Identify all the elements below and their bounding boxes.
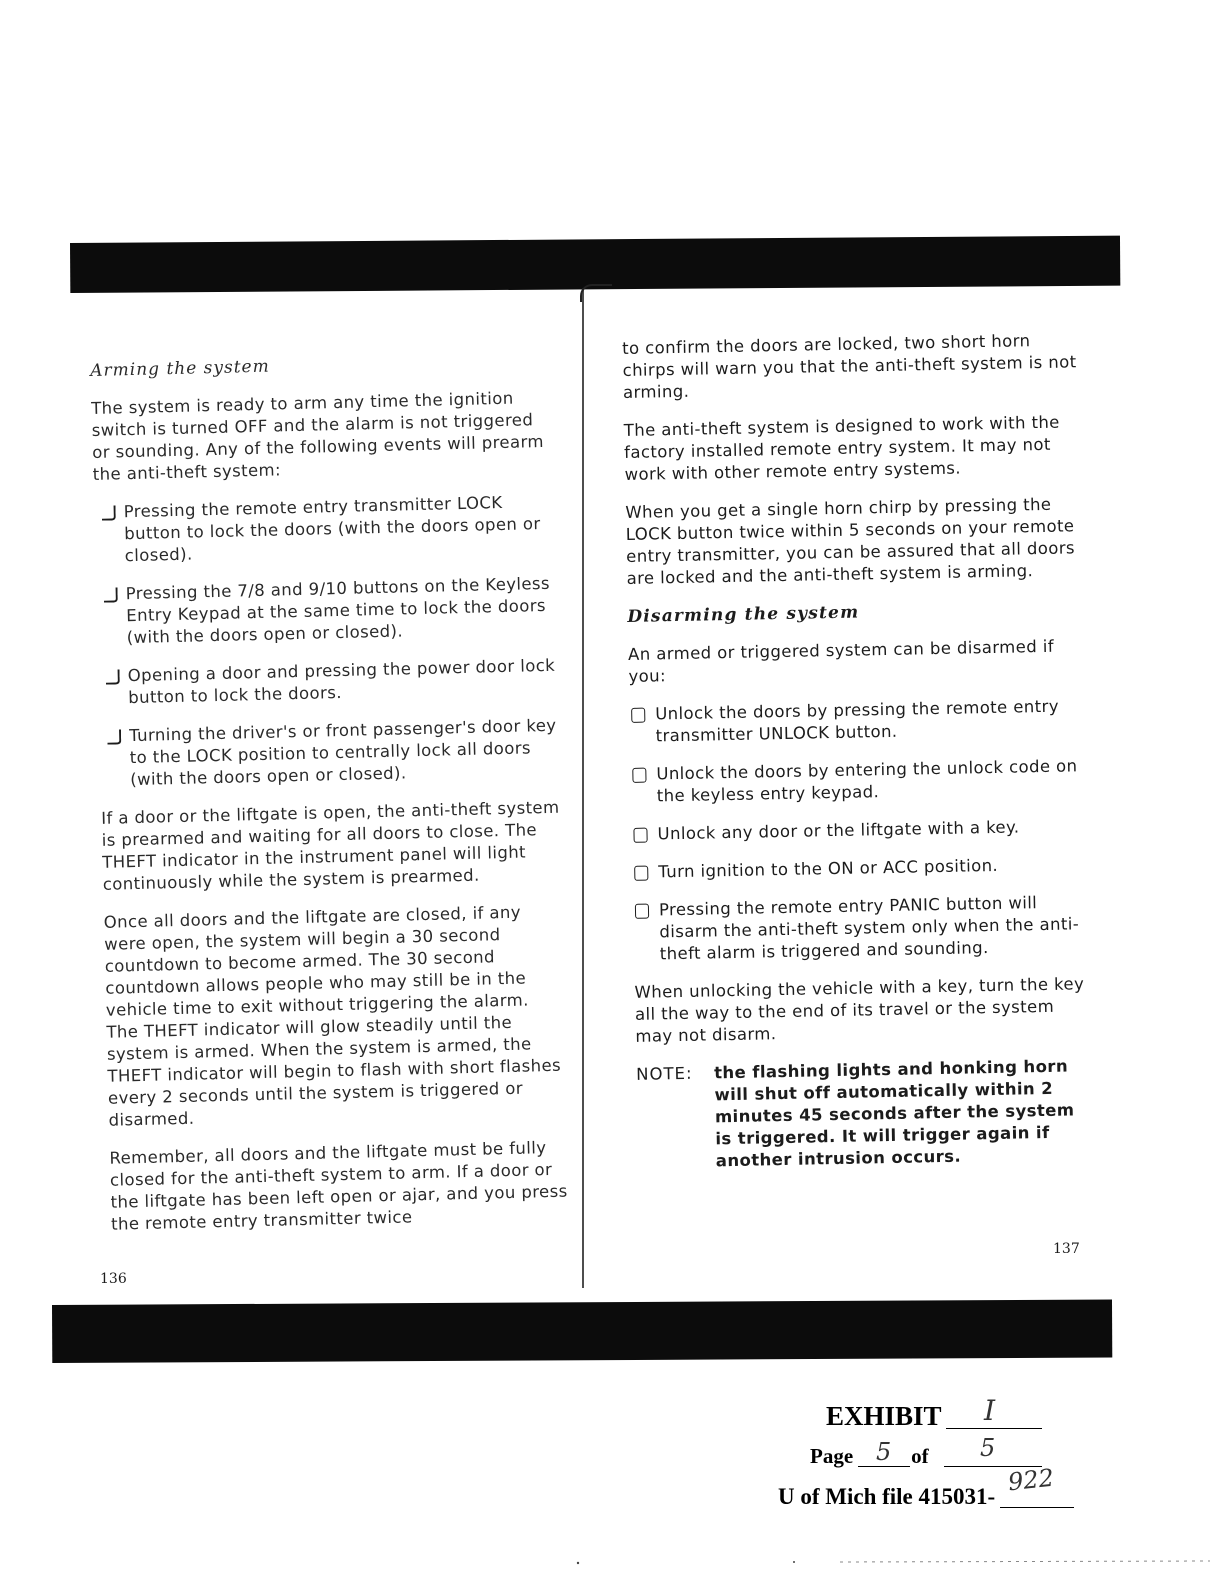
note-label: NOTE: bbox=[635, 1063, 693, 1084]
exhibit-title: EXHIBIT bbox=[826, 1401, 942, 1431]
disarm-list bbox=[629, 695, 1089, 966]
list-item: Unlock the doors by pressing the remote entry transmitter UNLOCK button. bbox=[629, 695, 1085, 748]
list-item: Turn ignition to the ON or ACC position. bbox=[632, 853, 1087, 884]
list-item: Pressing the remote entry PANIC button will disarm the anti-theft system only when the anti-theft alarm is triggered and sounding. bbox=[633, 891, 1089, 966]
list-item: Pressing the 7/8 and 9/10 buttons on the Keyless Entry Keypad at the same time to lock the doors (with the doors open or closed). bbox=[95, 573, 556, 650]
list-item: Opening a door and pressing the power door lock button to lock the doors. bbox=[97, 655, 558, 710]
right-page-number: 137 bbox=[1053, 1241, 1080, 1257]
note-block bbox=[636, 1055, 1093, 1174]
book-spine bbox=[582, 288, 584, 1288]
exhibit-file-line bbox=[778, 1484, 995, 1510]
arming-heading: Arming the system bbox=[90, 356, 270, 381]
chirp-paragraph: When you get a single horn chirp by pressing the LOCK button twice within 5 seconds on your remote entry transmitter, you can be assured that all doors are locked and the anti-theft system is arming. bbox=[625, 494, 1076, 588]
exhibit-id: I bbox=[984, 1394, 996, 1427]
disarming-heading: Disarming the system bbox=[627, 602, 860, 627]
factory-paragraph: The anti-theft system is designed to work with the factory installed remote entry system. It may not work with other remote entry systems. bbox=[623, 412, 1060, 484]
checkbox-icon bbox=[106, 669, 120, 684]
file-label: U of Mich file 415031- bbox=[778, 1484, 996, 1509]
list-item: Pressing the remote entry transmitter LOCK button to lock the doors (with the doors open or closed). bbox=[93, 491, 554, 568]
checkbox-icon bbox=[104, 587, 118, 602]
page-current: 5 bbox=[876, 1438, 892, 1466]
checkbox-icon bbox=[102, 505, 116, 520]
exhibit-stamp bbox=[826, 1401, 942, 1432]
page-label: Page bbox=[810, 1444, 854, 1468]
continued-paragraph: to confirm the doors are locked, two short horn chirps will warn you that the anti-theft system is not arming. bbox=[622, 331, 1077, 402]
bottom-black-band bbox=[52, 1299, 1112, 1363]
checkbox-icon bbox=[107, 729, 121, 744]
countdown-paragraph: Once all doors and the liftgate are closed, if any were open, the system will begin a 30 second countdown to become armed. The 30 second countdown allows people who may still be in the vehicle time to exit without triggering the alarm. The THEFT indicator will glow steadily until the system is armed. When the system is armed, the THEFT indicator will begin to flash with short flashes every 2 seconds until the system is triggered or disarmed. bbox=[103, 902, 562, 1130]
disarming-intro: An armed or triggered system can be disarmed if you: bbox=[627, 636, 1055, 686]
note-text: the flashing lights and honking horn will shut off automatically within 2 minutes 45 seconds after the system is triggered. It will trigger again if another intrusion occurs. bbox=[713, 1056, 1075, 1171]
list-item: Turning the driver's or front passenger's door key to the LOCK position to centrally lock all doors (with the doors open or closed). bbox=[99, 715, 560, 792]
list-item: Unlock the doors by entering the unlock code on the keyless entry keypad. bbox=[630, 755, 1086, 808]
right-page bbox=[622, 329, 1093, 1174]
left-page-number: 136 bbox=[100, 1271, 127, 1287]
arming-intro: The system is ready to arm any time the ignition switch is turned OFF and the alarm is not triggered or sounding. Any of the following events will prearm the anti-theft system: bbox=[90, 388, 545, 484]
of-label: of bbox=[911, 1444, 929, 1468]
checkbox-icon bbox=[634, 866, 648, 881]
remember-paragraph: Remember, all doors and the liftgate must be fully closed for the anti-theft system to arm. If a door or the liftgate has been left open or ajar, and you press the remote entry transmitter twice bbox=[109, 1138, 568, 1234]
prearmed-paragraph: If a door or the liftgate is open, the anti-theft system is prearmed and waiting for all doors to close. The THEFT indicator in the instrument panel will light continuously while the system is prearmed. bbox=[100, 797, 560, 894]
file-suffix: 922 bbox=[1006, 1463, 1056, 1497]
page-total: 5 bbox=[980, 1434, 996, 1462]
prearm-list bbox=[93, 491, 560, 792]
checkbox-icon bbox=[635, 904, 649, 919]
checkbox-icon bbox=[633, 828, 647, 843]
list-item: Unlock any door or the liftgate with a key. bbox=[631, 815, 1086, 846]
scan-specks bbox=[570, 1558, 1210, 1566]
left-page bbox=[90, 349, 572, 1252]
key-paragraph: When unlocking the vehicle with a key, turn the key all the way to the end of its travel or the system may not disarm. bbox=[634, 974, 1085, 1046]
checkbox-icon bbox=[632, 768, 646, 783]
checkbox-icon bbox=[631, 708, 645, 723]
spine-curl bbox=[580, 284, 612, 302]
